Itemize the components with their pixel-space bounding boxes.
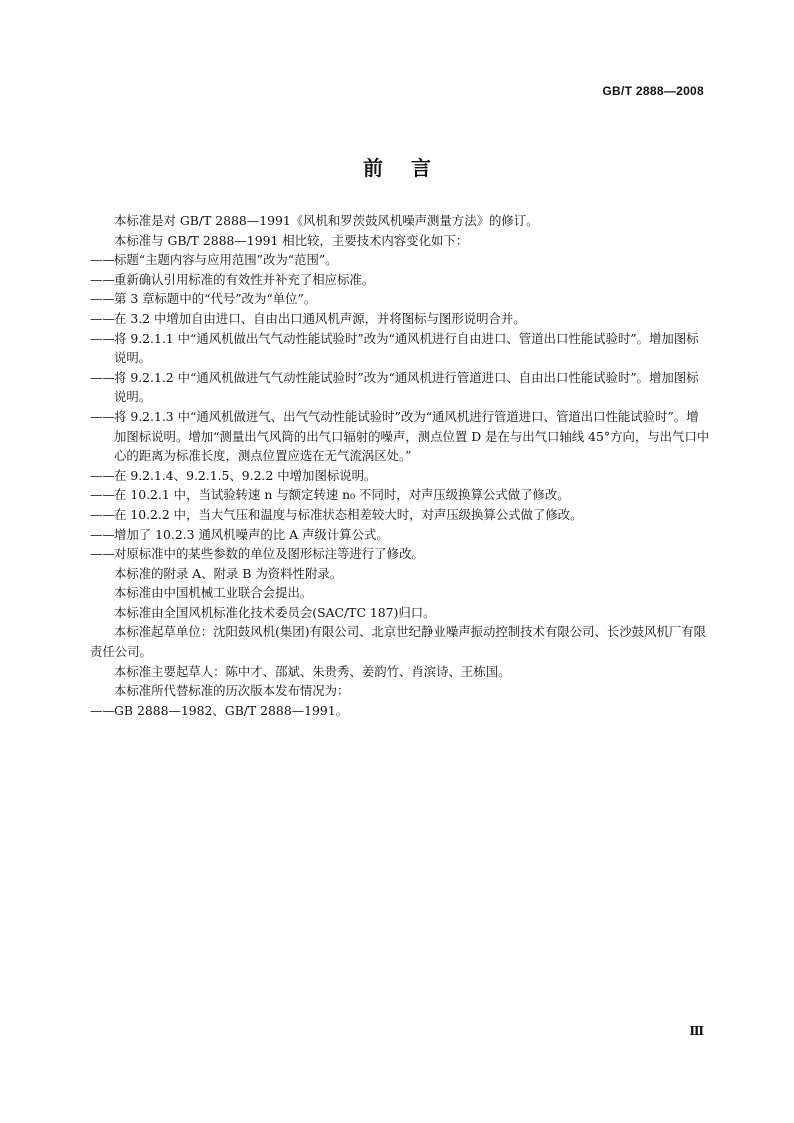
change-item-text: 增加了 10.2.3 通风机噪声的比 A 声级计算公式。 <box>114 526 389 542</box>
change-item-text: 将 9.2.1.2 中“通风机做进气气动性能试验时”改为“通风机进行管道进口、自由出口性能试验时”。增加图标说明。 <box>114 369 699 405</box>
paragraph-annex: 本标准的附录 A、附录 B 为资料性附录。 <box>114 565 343 581</box>
change-item <box>90 329 710 368</box>
dash-mark: —— <box>90 467 115 483</box>
change-item <box>90 466 710 486</box>
dash-mark: —— <box>90 369 115 385</box>
change-item-text: 将 9.2.1.1 中“通风机做出气气动性能试验时”改为“通风机进行自由进口、管道出口性能试验时”。增加图标说明。 <box>114 330 699 366</box>
change-item-text: 将 9.2.1.3 中“通风机做进气、出气气动性能试验时”改为“通风机进行管道进口、管道出口性能试验时”。增加图标说明。增加“测量出气风筒的出气口辐射的噪声，测点位置 D 是在与出气口轴线 45°方向，与出气口中心的距离为标准长度，测点位置应选在无气流涡区处。” <box>114 408 710 464</box>
replaced-versions-item <box>90 701 710 721</box>
change-item <box>90 544 710 564</box>
change-item <box>90 485 710 505</box>
paragraph-proposer: 本标准由中国机械工业联合会提出。 <box>114 585 313 601</box>
change-item-text: 在 10.2.2 中，当大气压和温度与标准状态相差较大时，对声压级换算公式做了修改。 <box>114 506 583 522</box>
change-item <box>90 525 710 545</box>
change-item-text: 第 3 章标题中的“代号”改为“单位”。 <box>114 291 317 307</box>
foreword-body <box>90 211 710 720</box>
change-item <box>90 250 710 270</box>
change-item <box>90 368 710 407</box>
dash-mark: —— <box>90 252 115 268</box>
paragraph-drafting-units: 本标准起草单位：沈阳鼓风机(集团)有限公司、北京世纪静业噪声振动控制技术有限公司、长沙鼓风机厂有限责任公司。 <box>90 624 707 660</box>
dash-mark: —— <box>90 408 115 424</box>
change-item <box>90 289 710 309</box>
change-item-text: 在 9.2.1.4、9.2.1.5、9.2.2 中增加图标说明。 <box>114 467 377 483</box>
dash-mark: —— <box>90 506 115 522</box>
dash-mark: —— <box>90 487 115 503</box>
paragraph-comparison: 本标准与 GB/T 2888—1991 相比较，主要技术内容变化如下： <box>114 232 469 248</box>
standard-number: GB/T 2888—2008 <box>602 84 704 98</box>
change-item-text: 重新确认引用标准的有效性并补充了相应标准。 <box>114 271 375 287</box>
change-item-text: 在 10.2.1 中，当试验转速 n 与额定转速 n₀ 不同时，对声压级换算公式做了修改。 <box>114 487 570 503</box>
dash-mark: —— <box>90 291 115 307</box>
change-item <box>90 505 710 525</box>
replaced-versions-text: GB 2888—1982、GB/T 2888—1991。 <box>114 702 349 718</box>
change-item <box>90 407 710 466</box>
change-item-text: 在 3.2 中增加自由进口、自由出口通风机声源，并将图标与图形说明合并。 <box>114 310 526 326</box>
change-item-text: 标题“主题内容与应用范围”改为“范围”。 <box>114 252 338 268</box>
paragraph-drafters: 本标准主要起草人：陈中才、邵斌、朱贵秀、姜韵竹、肖滨诗、王栋国。 <box>114 663 511 679</box>
dash-mark: —— <box>90 546 115 562</box>
change-item <box>90 270 710 290</box>
dash-mark: —— <box>90 526 115 542</box>
dash-mark: —— <box>90 330 115 346</box>
change-item-text: 对原标准中的某些参数的单位及图形标注等进行了修改。 <box>114 546 424 562</box>
dash-mark: —— <box>90 702 115 718</box>
change-item <box>90 309 710 329</box>
paragraph-revision: 本标准是对 GB/T 2888—1991《风机和罗茨鼓风机噪声测量方法》的修订。 <box>114 213 539 228</box>
dash-mark: —— <box>90 310 115 326</box>
dash-mark: —— <box>90 271 115 287</box>
paragraph-committee: 本标准由全国风机标准化技术委员会(SAC/TC 187)归口。 <box>114 604 436 620</box>
paragraph-history: 本标准所代替标准的历次版本发布情况为： <box>114 683 350 699</box>
page-number: Ⅲ <box>689 1024 704 1038</box>
page-title: 前言 <box>363 156 459 180</box>
